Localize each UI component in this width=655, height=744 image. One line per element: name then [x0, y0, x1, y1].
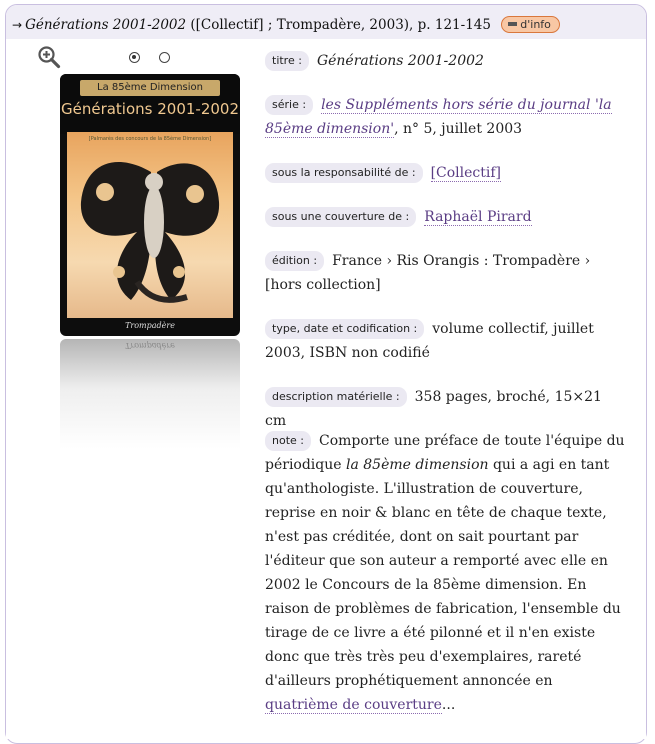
record-title: Générations 2001-2002 — [25, 17, 187, 33]
note-ellipsis: ... — [441, 697, 456, 713]
field-label: sous la responsabilité de : — [265, 163, 423, 183]
back-cover-link[interactable]: quatrième de couverture — [265, 697, 442, 713]
cover-reflection-text: Trompadère — [125, 341, 175, 350]
field-label: note : — [265, 431, 311, 451]
field-couverture — [265, 205, 625, 229]
collectif-link[interactable]: [Collectif] — [430, 165, 502, 181]
field-label: édition : — [265, 251, 324, 271]
record-header — [6, 5, 646, 39]
less-info-label: d'info — [520, 18, 551, 31]
field-edition — [265, 249, 625, 297]
field-label: description matérielle : — [265, 387, 407, 407]
cover-artist-link[interactable]: Raphaël Pirard — [424, 209, 532, 225]
field-titre — [265, 49, 625, 73]
cover-subtitle: [Palmarès des concours de la 85ème Dimension] — [88, 136, 212, 142]
note-text-part1: Comporte une préface de toute l'équipe du périodique — [265, 433, 625, 473]
field-label: type, date et codification : — [265, 319, 424, 339]
book-cover-image[interactable] — [60, 74, 240, 336]
field-label: sous une couverture de : — [265, 207, 416, 227]
butterfly-illustration — [67, 132, 233, 318]
field-value-type: volume collectif, juillet 2003, ISBN non codifié — [265, 321, 594, 361]
record-panel — [5, 4, 647, 744]
record-content — [6, 39, 646, 739]
field-serie — [265, 93, 625, 141]
series-link[interactable]: les Suppléments hors série du journal 'la 85ème dimension' — [265, 97, 612, 137]
arrow-icon: → — [12, 18, 23, 32]
cover-reflection — [60, 339, 240, 449]
field-label: série : — [265, 95, 313, 115]
field-value-description: 358 pages, broché, 15×21 cm — [265, 389, 602, 429]
field-value-titre: Générations 2001-2002 — [316, 53, 484, 69]
field-note — [265, 429, 625, 717]
note-periodical-title: la 85ème dimension — [346, 457, 489, 473]
zoom-in-icon[interactable] — [37, 45, 61, 69]
field-value-edition: France › Ris Orangis : Trompadère › [hors collection] — [265, 253, 591, 293]
field-label: titre : — [265, 51, 309, 71]
field-responsabilite — [265, 161, 625, 185]
field-value-serie: , n° 5, juillet 2003 — [394, 121, 523, 137]
less-info-button[interactable] — [501, 16, 560, 33]
field-description — [265, 385, 625, 433]
cover-title: Générations 2001-2002 — [60, 100, 240, 118]
cover-publisher: Trompadère — [125, 321, 175, 330]
cover-illustration — [67, 132, 233, 318]
minus-icon — [508, 22, 517, 26]
record-header-line — [12, 16, 560, 33]
cover-brand: La 85ème Dimension — [80, 80, 220, 96]
record-citation: ([Collectif] ; Trompadère, 2003), p. 121-145 — [186, 17, 491, 33]
cover-radio-front[interactable] — [129, 52, 140, 63]
field-type — [265, 317, 625, 365]
note-text-part2: qui a agi en tant qu'anthologiste. L'illustration de couverture, reprise en noir & blanc en tête de chaque texte, n'est pas créditée, dont on sait pourtant par l'éditeur que son auteur a remporté avec elle en 2002 le Concours de la 85ème dimension. En raison de problèmes de fabrication, l'ensemble du tirage de ce livre a été pilonné et il n'en existe donc que très très peu d'exemplaires, rareté d'ailleurs prophétiquement annoncée en — [265, 457, 621, 689]
cover-radio-back[interactable] — [159, 52, 170, 63]
